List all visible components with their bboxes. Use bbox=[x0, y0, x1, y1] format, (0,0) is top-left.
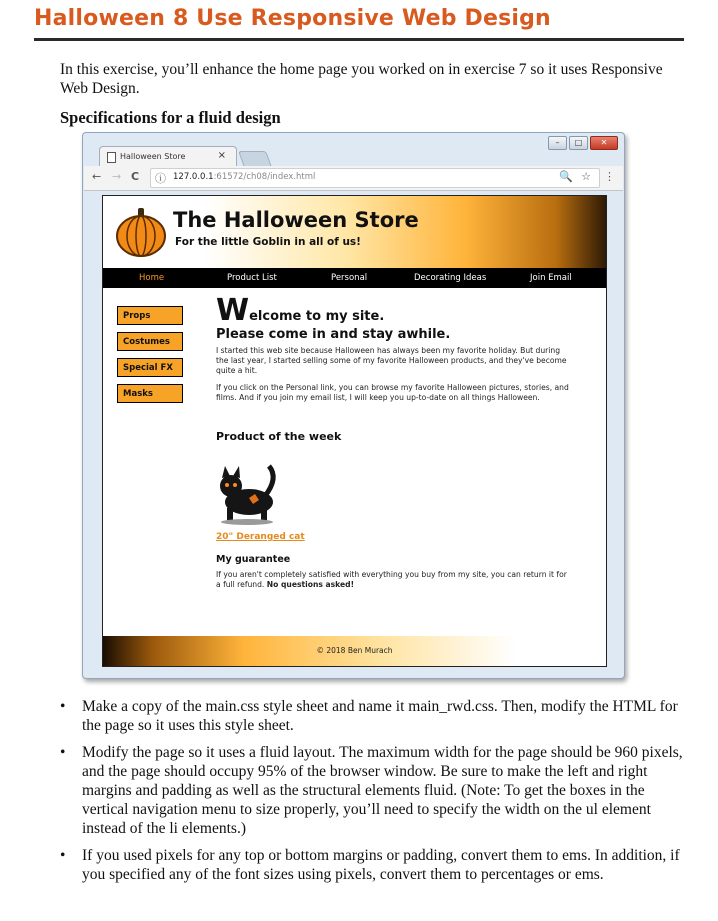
browser-toolbar bbox=[84, 166, 623, 191]
site-footer: © 2018 Ben Murach bbox=[103, 636, 606, 666]
store-name: The Halloween Store bbox=[173, 208, 419, 232]
url-path: :61572/ch08/index.html bbox=[213, 172, 316, 182]
product-link[interactable]: 20" Deranged cat bbox=[216, 532, 305, 542]
side-nav bbox=[117, 306, 183, 410]
zoom-icon[interactable]: 🔍 bbox=[559, 170, 573, 183]
store-tagline: For the little Goblin in all of us! bbox=[175, 236, 361, 248]
window-controls bbox=[548, 136, 618, 150]
list-item-text: Make a copy of the main.css style sheet and name it main_rwd.css. Then, modify the HTML for the page so it uses this style sheet. bbox=[82, 698, 678, 734]
minimize-button[interactable]: – bbox=[548, 136, 567, 150]
list-item bbox=[60, 846, 684, 884]
side-nav-masks[interactable]: Masks bbox=[117, 384, 183, 403]
new-tab-button[interactable] bbox=[238, 151, 272, 167]
come-in-heading: Please come in and stay awhile. bbox=[216, 327, 451, 342]
bullet-marker: • bbox=[60, 698, 66, 715]
nav-decorating-ideas[interactable]: Decorating Ideas bbox=[414, 273, 487, 283]
deranged-cat-image bbox=[213, 456, 283, 526]
close-window-button[interactable]: ✕ bbox=[590, 136, 618, 150]
product-heading: Product of the week bbox=[216, 430, 342, 443]
url-text bbox=[173, 172, 315, 182]
forward-icon[interactable]: → bbox=[112, 170, 122, 183]
browser-window bbox=[82, 132, 625, 679]
guarantee-text bbox=[216, 570, 572, 590]
page-icon bbox=[107, 152, 116, 163]
intro-text-2: If you click on the Personal link, you can browse my favorite Halloween pictures, stories, and films. And if you join my email list, I will keep you up-to-date on all things Halloween. bbox=[216, 383, 569, 402]
nav-product-list[interactable]: Product List bbox=[227, 273, 277, 283]
nav-personal[interactable]: Personal bbox=[331, 273, 368, 283]
page-title: Halloween 8 Use Responsive Web Design bbox=[34, 6, 551, 31]
tab-title: Halloween Store bbox=[120, 152, 186, 161]
spec-heading: Specifications for a fluid design bbox=[60, 108, 281, 127]
menu-icon[interactable]: ⋮ bbox=[604, 170, 615, 183]
welcome-initial: W bbox=[216, 293, 250, 328]
nav-join-email[interactable]: Join Email bbox=[530, 273, 572, 283]
welcome-heading bbox=[216, 293, 385, 328]
tab-close-icon[interactable]: × bbox=[217, 150, 226, 161]
side-nav-costumes[interactable]: Costumes bbox=[117, 332, 183, 351]
guarantee-heading: My guarantee bbox=[216, 554, 291, 565]
list-item-text: Modify the page so it uses a fluid layout. The maximum width for the page should be 960 pixels, and the page should occupy 95% of the browser window. Be sure to make the left and right margins and padding as well as the structural elements fluid. (Note: To get the boxes in the vertical navigation menu to size properly, you’ll need to specify the width on the ul element instead of the li elements.) bbox=[82, 744, 683, 837]
intro-text-1: I started this web site because Halloween has always been my favorite holiday. But during the last year, I started selling some of my favorite Halloween products, and they've become quite a hit. bbox=[216, 346, 567, 375]
intro-paragraph: In this exercise, you’ll enhance the home page you worked on in exercise 7 so it uses Responsive Web Design. bbox=[60, 61, 663, 97]
side-nav-props[interactable]: Props bbox=[117, 306, 183, 325]
address-bar[interactable] bbox=[150, 168, 600, 188]
back-icon[interactable]: ← bbox=[92, 170, 102, 183]
nav-home[interactable]: Home bbox=[139, 273, 165, 283]
reload-icon[interactable]: C bbox=[131, 170, 140, 183]
bullet-marker: • bbox=[60, 847, 66, 864]
welcome-rest: elcome to my site. bbox=[249, 309, 385, 324]
halloween-site bbox=[102, 195, 607, 667]
side-nav-special-fx[interactable]: Special FX bbox=[117, 358, 183, 377]
browser-tab[interactable] bbox=[99, 146, 237, 167]
maximize-button[interactable]: □ bbox=[569, 136, 588, 150]
title-rule bbox=[34, 38, 684, 41]
info-icon[interactable]: ⓘ bbox=[155, 172, 166, 185]
guarantee-body: If you aren't completely satisfied with everything you buy from my site, you can return it for a full refund. bbox=[216, 570, 567, 589]
list-item-text: If you used pixels for any top or bottom margins or padding, convert them to ems. In addition, if you specified any of the font sizes using pixels, convert them to percentages or ems. bbox=[82, 847, 680, 883]
list-item bbox=[60, 697, 684, 735]
guarantee-bold: No questions asked! bbox=[266, 580, 355, 589]
main-nav bbox=[103, 268, 606, 288]
pumpkin-icon bbox=[115, 206, 167, 258]
site-header bbox=[103, 196, 606, 268]
bookmark-star-icon[interactable]: ☆ bbox=[581, 170, 591, 183]
url-host: 127.0.0.1 bbox=[173, 172, 214, 182]
list-item bbox=[60, 743, 684, 838]
instruction-list bbox=[60, 697, 684, 892]
bullet-marker: • bbox=[60, 744, 66, 761]
